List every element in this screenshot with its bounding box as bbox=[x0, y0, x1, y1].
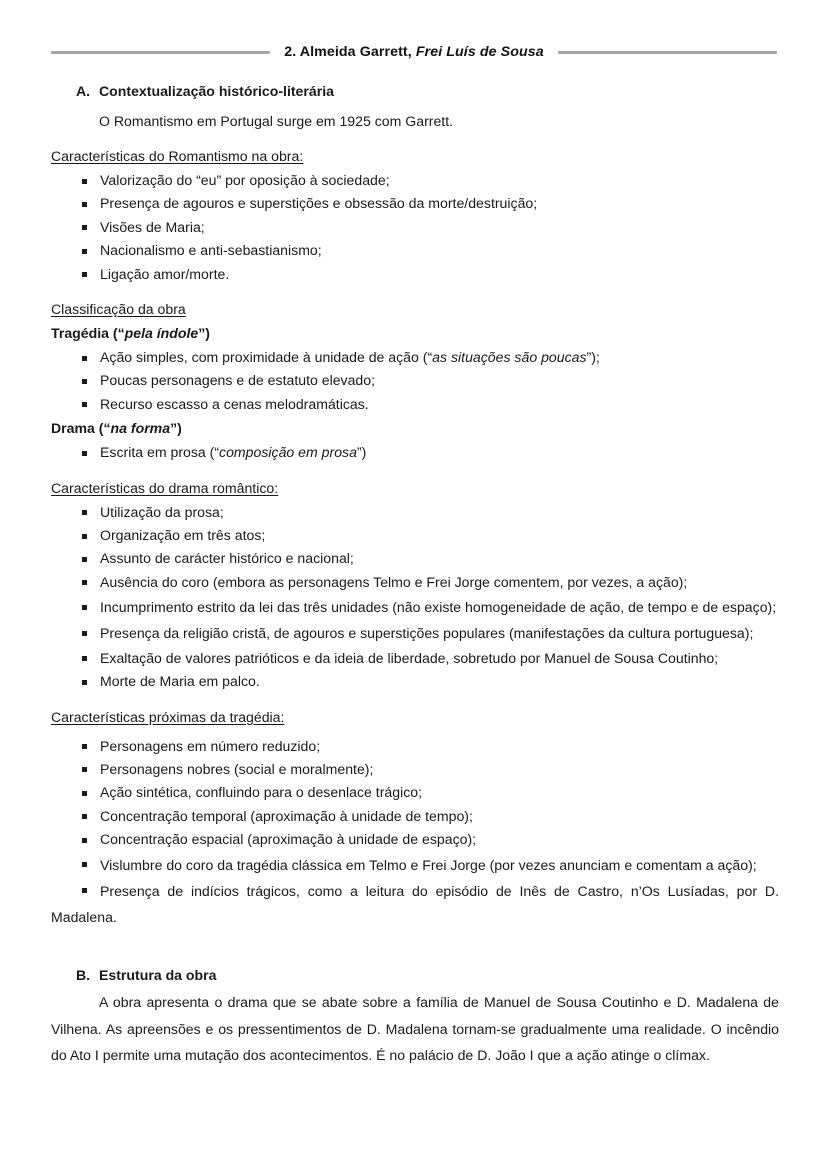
section-b-paragraph: A obra apresenta o drama que se abate sobre a família de Manuel de Sousa Coutinho e D. Madalena de Vilhena. As apreensões e os pressentimentos de D. Madalena tornam-se gradualmente uma realidade. O incêndio do Ato I permite uma mutação dos acontecimentos. É no palácio de D. João I que a ação atinge o clímax. bbox=[51, 994, 779, 1064]
list-item: Ação sintética, confluindo para o desenlace trágico; bbox=[51, 781, 779, 804]
list-item bbox=[51, 393, 779, 416]
subheading-proximas-tragedia: Características próximas da tragédia: bbox=[51, 708, 285, 725]
list-item-prefix: Poucas personagens e de estatuto elevado; bbox=[100, 372, 376, 389]
heading-drama-suffix: ”) bbox=[170, 420, 182, 437]
list-item: Personagens nobres (social e moralmente); bbox=[51, 758, 779, 781]
section-marker-a: A. bbox=[76, 83, 91, 99]
list-item-suffix: ”); bbox=[586, 349, 600, 366]
list-item: Ausência do coro (embora as personagens Telmo e Frei Jorge comentem, por vezes, a ação); bbox=[51, 571, 779, 594]
list-item-prefix: Recurso escasso a cenas melodramáticas. bbox=[100, 395, 369, 412]
subheading-drama-romantico: Características do drama romântico: bbox=[51, 479, 279, 496]
section-title-b: Estrutura da obra bbox=[99, 967, 217, 984]
list-item: Presença da religião cristã, de agouros e superstições populares (manifestações da cultura portuguesa); bbox=[51, 620, 779, 646]
document-body bbox=[51, 80, 779, 1069]
section-a-intro: O Romantismo em Portugal surge em 1925 com Garrett. bbox=[99, 113, 454, 129]
page-title bbox=[284, 44, 544, 60]
subheading-romantismo: Características do Romantismo na obra: bbox=[51, 148, 304, 164]
list-item: Organização em três atos; bbox=[51, 524, 779, 547]
list-tragedia bbox=[51, 346, 779, 416]
list-item: Morte de Maria em palco. bbox=[51, 670, 779, 693]
list-item-italic: composição em prosa bbox=[219, 444, 357, 461]
heading-drama-prefix: Drama (“ bbox=[51, 420, 111, 437]
list-item-prefix: Ação simples, com proximidade à unidade de ação (“ bbox=[100, 349, 433, 366]
list-item-suffix: ”) bbox=[356, 444, 367, 461]
list-item: Visões de Maria; bbox=[51, 216, 779, 239]
list-proximas-tragedia bbox=[51, 735, 779, 931]
list-item bbox=[51, 441, 779, 464]
section-heading-b bbox=[51, 964, 779, 987]
page-title-prefix: 2. Almeida Garrett, bbox=[284, 44, 416, 60]
section-marker-b: B. bbox=[76, 967, 91, 984]
heading-tragedia-prefix: Tragédia (“ bbox=[51, 325, 125, 342]
heading-drama bbox=[51, 417, 779, 440]
page-title-work: Frei Luís de Sousa bbox=[415, 44, 544, 60]
list-item: Presença de indícios trágicos, como a leitura do episódio de Inês de Castro, n’Os Lusíadas, por D. Madalena. bbox=[51, 878, 779, 930]
heading-tragedia-italic: pela índole bbox=[124, 325, 199, 342]
list-item: Assunto de carácter histórico e nacional; bbox=[51, 547, 779, 570]
list-item: Personagens em número reduzido; bbox=[51, 735, 779, 758]
header-rule-left bbox=[51, 51, 270, 54]
list-item: Concentração espacial (aproximação à unidade de espaço); bbox=[51, 828, 779, 851]
list-item: Vislumbre do coro da tragédia clássica em Telmo e Frei Jorge (por vezes anunciam e comentam a ação); bbox=[51, 852, 779, 878]
list-item-italic: as situações são poucas bbox=[432, 349, 587, 366]
heading-tragedia-suffix: ”) bbox=[198, 325, 210, 342]
list-item bbox=[51, 346, 779, 369]
list-item-prefix: Escrita em prosa (“ bbox=[100, 444, 220, 461]
list-item: Concentração temporal (aproximação à unidade de tempo); bbox=[51, 805, 779, 828]
page-header bbox=[51, 44, 777, 60]
section-spacer bbox=[51, 930, 779, 964]
subheading-classificacao: Classificação da obra bbox=[51, 301, 186, 318]
section-heading-a bbox=[51, 80, 779, 103]
list-item: Nacionalismo e anti-sebastianismo; bbox=[51, 239, 779, 262]
list-item: Ligação amor/morte. bbox=[51, 263, 779, 286]
list-romantismo bbox=[51, 169, 779, 286]
list-item: Presença de agouros e superstições e obsessão da morte/destruição; bbox=[51, 192, 779, 215]
list-item: Utilização da prosa; bbox=[51, 501, 779, 524]
list-item: Exaltação de valores patrióticos e da ideia de liberdade, sobretudo por Manuel de Sousa Coutinho; bbox=[51, 647, 779, 670]
header-rule-right bbox=[558, 51, 777, 54]
section-title-a: Contextualização histórico-literária bbox=[99, 83, 334, 99]
list-item: Valorização do “eu” por oposição à sociedade; bbox=[51, 169, 779, 192]
list-item bbox=[51, 369, 779, 392]
list-drama-romantico bbox=[51, 501, 779, 694]
heading-drama-italic: na forma bbox=[110, 420, 171, 437]
list-item: Incumprimento estrito da lei das três unidades (não existe homogeneidade de ação, de tempo e de espaço); bbox=[51, 594, 779, 620]
list-drama bbox=[51, 441, 779, 464]
heading-tragedia bbox=[51, 322, 779, 345]
